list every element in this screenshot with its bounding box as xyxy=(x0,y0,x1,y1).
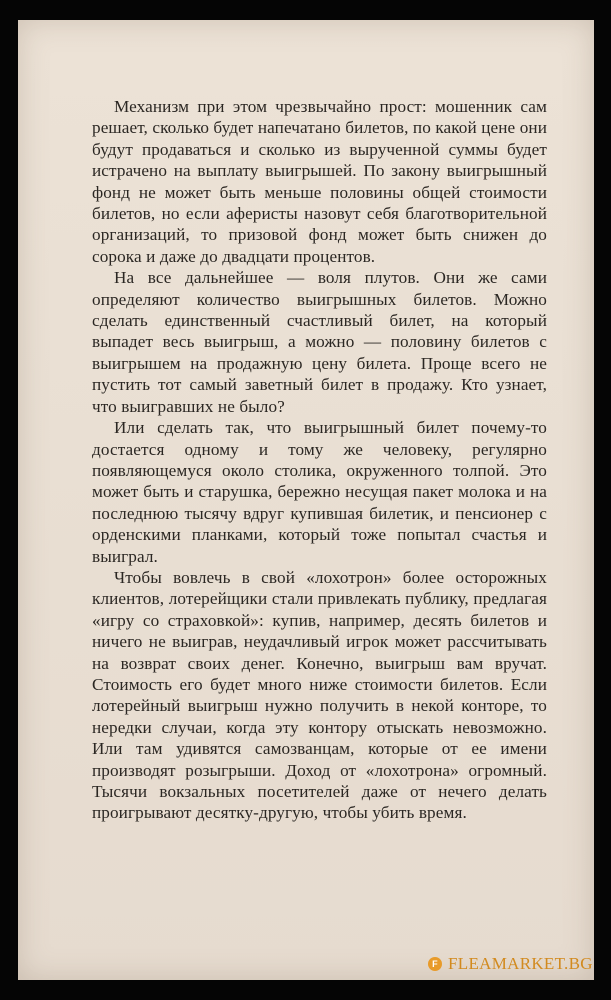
paragraph-2: На все дальнейшее — воля плутов. Они же сами определяют количество выигрышных билетов. Можно сделать единственный счастливый билет, на который выпадет весь выигрыш, а можно — половину билетов с выигрышем на продажную цену билета. Проще всего не пустить тот самый заветный билет в продажу. Кто узнает, что выигравших не было? xyxy=(92,268,547,416)
paragraph-4: Чтобы вовлечь в свой «лохотрон» более осторожных клиентов, лотерейщики стали привлекать публику, предлагая «игру со страховкой»: купив, например, десять билетов и ничего не выиграв, неудачливый игрок может рассчитывать на возврат своих денег. Конечно, выигрыш вам вручат. Стоимость его будет много ниже стоимости билетов. Если лотерейный выигрыш нужно получить в некой конторе, то нередки случаи, когда эту контору отыскать невозможно. Или там удивятся самозванцам, которые от ее имени производят розыгрыши. Доход от «лохотрона» огромный. Тысячи вокзальных посетителей даже от нечего делать проигрывают десятку-другую, чтобы убить время. xyxy=(92,567,547,823)
paragraph-3: Или сделать так, что выигрышный билет почему-то достается одному и тому же человеку, регулярно появляющемуся около столика, окруженного толпой. Это может быть и старушка, бережно несущая пакет молока и на последнюю тысячу вдруг купившая билетик, и пенсионер с орденскими планками, который тоже попытал счастья и выиграл. xyxy=(92,418,547,566)
book-page xyxy=(18,20,594,980)
paragraph-1: Механизм при этом чрезвычайно прост: мошенник сам решает, сколько будет напечатано билетов, по какой цене они будут продаваться и сколько из вырученной суммы будет истрачено на выплату выигрышей. По закону выигрышный фонд не может быть меньше половины общей стоимости билетов, но если аферисты назовут себя благотворительной организаций, то призовой фонд может быть снижен до сорока и даже до двадцати процентов. xyxy=(92,97,547,266)
watermark xyxy=(428,952,593,976)
watermark-text: FLEAMARKET.BG xyxy=(448,954,593,973)
body-text xyxy=(92,96,547,824)
fleamarket-logo-icon: F xyxy=(428,957,442,971)
